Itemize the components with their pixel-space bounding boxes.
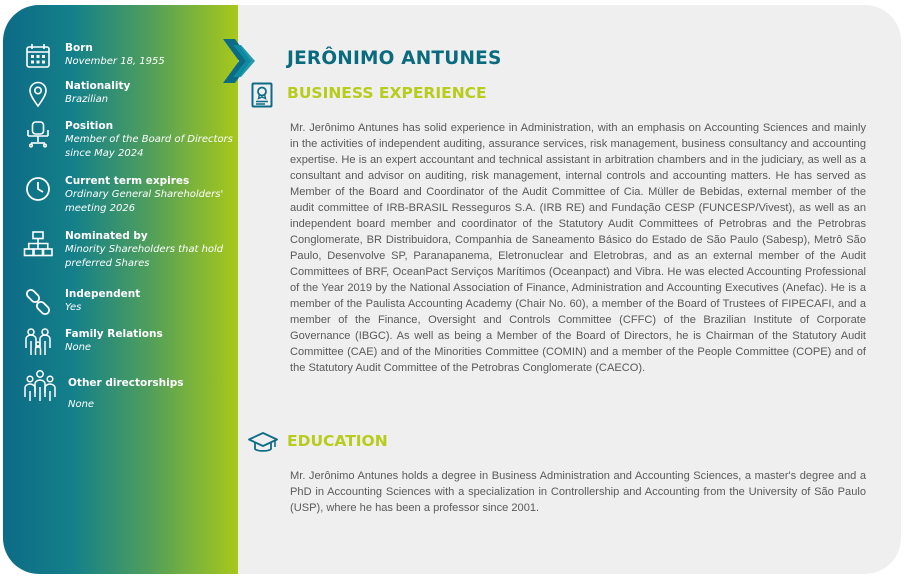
- nominated-value: Minority Shareholders that hold preferred Shares: [65, 244, 224, 269]
- family-label: Family Relations: [65, 328, 163, 340]
- directorships-value: None: [68, 399, 95, 410]
- info-sidebar: [3, 5, 238, 574]
- chevron-arrow-icon: [221, 39, 261, 83]
- education-text: Mr. Jerônimo Antunes holds a degree in Business Administration and Accounting Sciences, a master's degree and a PhD in Accounting Sciences with a specialization in Controllership and Accounting from the University of São Paulo (USP), where he has been a professor since 2001.: [290, 470, 866, 514]
- family-icon: [23, 327, 53, 357]
- nominated-label: Nominated by: [65, 230, 148, 242]
- office-chair-icon: [23, 119, 53, 149]
- business-experience-text: Mr. Jerônimo Antunes has solid experience in Administration, with an emphasis on Accounting Sciences and mainly in the activities of independent auditing, assurance services, risk management, business consultancy and accounting expertise. He is an expert accountant and technical assistant in arbitration chambers and in the judiciary, as well as a consultant and advisor on auditing, risk management, internal controls and accounting matters. He has served as Member of the Board and Coordinator of the Audit Committee of Cia. Müller de Bebidas, external member of the audit committee of IRB-BRASIL Resseguros S.A. (IRB RE) and Fundação CESP (FUNCESP/Vivest), as well as an independent board member and coordinator of the Statutory Audit Committees of Petrobras and the Petrobras Conglomerate, BR Distribuidora, Companhia de Saneamento Básico do Estado de São Paulo (Sabesp), Metrô São Paulo, Desenvolve SP, Paranapanema, Eletronuclear and Eletrobras, and as an external member of the Audit Committees of BRF, OceanPact Serviços Marítimos (Oceanpact) and Vibra. He was elected Accounting Professional of the Year 2019 by the National Association of Finance, Administration and Accounting Executives (Anefac). He is a member of the Paulista Accounting Academy (Chair No. 60), a member of the Board of Trustees of FIPECAFI, and a member of the Finance, Oversight and Controls Committee (CFFC) of the Brazilian Institute of Corporate Governance (IBGC). As well as being a Member of the Board of Directors, he is Chairman of the Statutory Audit Committee (CAE) and of the Minorities Committee (COMIN) and a member of the People Committee (COPE) and of the Statutory Audit Committee of the Petrobras Conglomerate (CAECO).: [290, 122, 866, 374]
- profile-card: [3, 5, 901, 574]
- nationality-label: Nationality: [65, 80, 131, 92]
- position-value: Member of the Board of Directors since May 2024: [65, 134, 233, 159]
- location-pin-icon: [23, 79, 53, 109]
- education-heading: EDUCATION: [287, 432, 388, 450]
- term-value: Ordinary General Shareholders' meeting 2026: [65, 189, 224, 214]
- born-value: November 18, 1955: [65, 56, 165, 67]
- business-experience-heading: BUSINESS EXPERIENCE: [287, 84, 487, 102]
- independent-label: Independent: [65, 288, 141, 300]
- group-icon: [23, 369, 57, 403]
- clock-icon: [23, 174, 53, 204]
- position-label: Position: [65, 120, 114, 132]
- family-value: None: [65, 342, 92, 353]
- link-chain-icon: [23, 287, 53, 317]
- independent-value: Yes: [65, 302, 82, 313]
- directorships-label: Other directorships: [68, 377, 184, 389]
- born-label: Born: [65, 42, 93, 54]
- nationality-value: Brazilian: [65, 94, 109, 105]
- graduation-cap-icon: [248, 431, 278, 455]
- term-label: Current term expires: [65, 175, 190, 187]
- person-name: JERÔNIMO ANTUNES: [287, 48, 502, 69]
- org-chart-icon: [23, 229, 53, 259]
- calendar-icon: [23, 41, 53, 71]
- certificate-icon: [251, 82, 273, 108]
